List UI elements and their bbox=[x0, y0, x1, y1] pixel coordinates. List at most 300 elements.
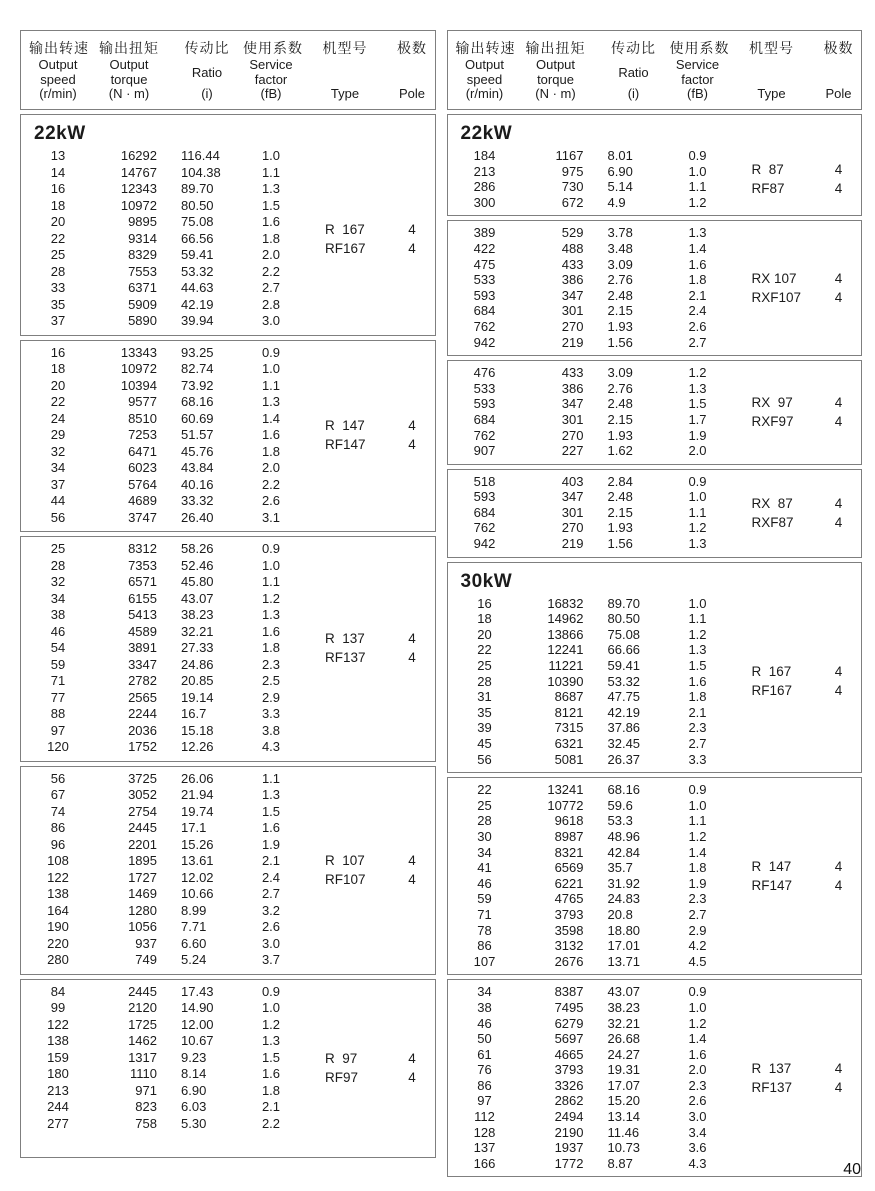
cell-ratio: 17.43 bbox=[181, 983, 214, 999]
cell-fb: 1.1 bbox=[261, 164, 281, 180]
cell-torque: 7315 bbox=[554, 720, 584, 736]
cell-fb: 2.2 bbox=[261, 263, 281, 279]
cell-torque: 3793 bbox=[554, 1062, 584, 1078]
cell-ratio: 10.73 bbox=[607, 1140, 641, 1156]
pole-value: 4 bbox=[408, 852, 416, 868]
cell-fb: 2.0 bbox=[688, 1062, 707, 1078]
cell-speed: 22 bbox=[477, 642, 492, 658]
cell-speed: 88 bbox=[50, 706, 66, 721]
cell-speed: 164 bbox=[47, 902, 69, 918]
cell-speed: 97 bbox=[50, 722, 66, 738]
cell-speed: 907 bbox=[473, 443, 496, 459]
cell-ratio: 59.41 bbox=[181, 247, 214, 262]
column-header-speed: 输出转速 Output speed (r/min) bbox=[455, 40, 516, 101]
cell-ratio: 39.94 bbox=[181, 313, 214, 328]
cell-speed: 277 bbox=[47, 1115, 69, 1131]
cell-speed: 16 bbox=[50, 344, 66, 360]
cell-fb: 1.3 bbox=[688, 536, 707, 552]
cell-torque: 13866 bbox=[547, 626, 584, 642]
cell-torque: 16832 bbox=[547, 595, 584, 611]
cell-speed: 77 bbox=[50, 689, 66, 705]
cell-speed: 122 bbox=[47, 869, 69, 885]
cell-speed: 76 bbox=[477, 1062, 492, 1078]
cell-torque: 9618 bbox=[554, 813, 584, 829]
cell-torque: 7495 bbox=[554, 999, 584, 1015]
cell-torque: 433 bbox=[561, 256, 584, 272]
cell-torque: 8121 bbox=[554, 704, 584, 720]
cell-ratio: 43.84 bbox=[181, 460, 214, 475]
cell-ratio: 1.93 bbox=[607, 520, 633, 536]
cell-torque: 7253 bbox=[128, 427, 157, 442]
cell-fb: 2.9 bbox=[688, 922, 707, 938]
cell-fb: 2.5 bbox=[261, 673, 281, 688]
type-label: RF167 bbox=[325, 240, 366, 256]
pole-value: 4 bbox=[834, 394, 843, 410]
cell-fb: 1.5 bbox=[261, 1049, 281, 1065]
cell-torque: 5697 bbox=[554, 1031, 584, 1047]
section-title: 22kW bbox=[460, 123, 513, 144]
cell-speed: 45 bbox=[477, 736, 492, 751]
cell-ratio: 3.48 bbox=[607, 240, 633, 256]
pole-value: 4 bbox=[834, 1060, 843, 1076]
cell-speed: 32 bbox=[50, 443, 66, 459]
cell-torque: 1752 bbox=[128, 739, 157, 754]
cell-fb: 0.9 bbox=[688, 148, 707, 163]
cell-ratio: 26.06 bbox=[181, 770, 214, 786]
pole-value: 4 bbox=[408, 1050, 416, 1066]
cell-speed: 30 bbox=[477, 828, 492, 844]
column-header-type: 机型号 Type bbox=[322, 40, 368, 101]
cell-fb: 2.3 bbox=[688, 720, 707, 736]
cell-ratio: 38.23 bbox=[607, 999, 641, 1015]
pole-value: 4 bbox=[834, 289, 843, 305]
cell-torque: 6371 bbox=[128, 280, 157, 295]
cell-ratio: 14.90 bbox=[181, 1000, 214, 1015]
cell-ratio: 59.6 bbox=[607, 797, 633, 813]
cell-speed: 476 bbox=[473, 365, 496, 381]
cell-speed: 56 bbox=[50, 770, 66, 786]
cell-torque: 227 bbox=[561, 443, 584, 459]
cell-torque: 6471 bbox=[128, 443, 157, 459]
cell-torque: 10972 bbox=[120, 197, 157, 213]
cell-ratio: 6.60 bbox=[181, 935, 207, 951]
cell-fb: 0.9 bbox=[261, 541, 281, 556]
cell-ratio: 7.71 bbox=[181, 919, 207, 934]
cell-torque: 2676 bbox=[554, 953, 584, 969]
cell-speed: 37 bbox=[50, 313, 66, 328]
cell-fb: 2.0 bbox=[261, 247, 281, 262]
cell-torque: 488 bbox=[561, 240, 584, 256]
cell-fb: 3.4 bbox=[688, 1124, 707, 1140]
cell-fb: 1.5 bbox=[261, 803, 281, 819]
cell-ratio: 37.86 bbox=[607, 720, 641, 736]
cell-torque: 6279 bbox=[554, 1015, 584, 1031]
cell-ratio: 59.41 bbox=[607, 658, 641, 674]
cell-speed: 22 bbox=[50, 230, 66, 246]
cell-fb: 1.0 bbox=[688, 163, 707, 179]
cell-fb: 1.6 bbox=[688, 256, 707, 272]
cell-torque: 2445 bbox=[128, 983, 157, 999]
column-header-pole: 极数 Pole bbox=[397, 40, 427, 101]
cell-ratio: 10.66 bbox=[181, 886, 214, 901]
cell-ratio: 15.26 bbox=[181, 836, 214, 852]
type-label: RX 87 bbox=[751, 495, 793, 511]
cell-fb: 1.1 bbox=[688, 813, 707, 829]
cell-fb: 1.0 bbox=[261, 148, 281, 163]
cell-ratio: 11.46 bbox=[607, 1124, 640, 1140]
cell-ratio: 35.7 bbox=[607, 860, 633, 876]
cell-fb: 1.8 bbox=[688, 689, 707, 705]
cell-ratio: 80.50 bbox=[607, 611, 641, 627]
cell-speed: 25 bbox=[477, 658, 492, 674]
cell-torque: 9895 bbox=[128, 214, 157, 229]
cell-speed: 24 bbox=[50, 410, 66, 426]
cell-fb: 1.6 bbox=[688, 1046, 707, 1062]
cell-torque: 1056 bbox=[128, 919, 157, 934]
cell-speed: 29 bbox=[50, 427, 66, 442]
cell-ratio: 20.8 bbox=[607, 906, 633, 922]
cell-torque: 219 bbox=[561, 536, 584, 552]
cell-ratio: 43.07 bbox=[607, 984, 641, 1000]
pole-value: 4 bbox=[408, 418, 416, 434]
cell-ratio: 42.19 bbox=[181, 296, 214, 312]
cell-torque: 5890 bbox=[128, 313, 157, 328]
type-label: R 137 bbox=[325, 631, 365, 647]
cell-fb: 2.2 bbox=[261, 476, 281, 492]
table-header bbox=[20, 30, 436, 110]
cell-fb: 1.2 bbox=[688, 520, 707, 536]
cell-fb: 2.7 bbox=[261, 280, 281, 295]
cell-speed: 22 bbox=[50, 394, 66, 409]
cell-ratio: 53.32 bbox=[181, 263, 214, 279]
cell-torque: 13241 bbox=[547, 782, 584, 798]
cell-fb: 2.2 bbox=[261, 1115, 281, 1131]
cell-torque: 301 bbox=[561, 504, 584, 520]
cell-fb: 3.3 bbox=[261, 706, 281, 721]
cell-fb: 3.0 bbox=[688, 1109, 707, 1125]
cell-fb: 1.9 bbox=[688, 875, 707, 891]
pole-value: 4 bbox=[408, 631, 416, 647]
cell-fb: 1.4 bbox=[688, 844, 707, 860]
cell-torque: 7353 bbox=[128, 557, 157, 573]
pole-value: 4 bbox=[834, 413, 843, 429]
cell-fb: 2.7 bbox=[688, 906, 707, 922]
cell-torque: 6321 bbox=[554, 736, 584, 751]
cell-speed: 684 bbox=[473, 411, 496, 427]
cell-fb: 1.0 bbox=[688, 999, 707, 1015]
cell-torque: 4765 bbox=[554, 891, 584, 907]
cell-speed: 138 bbox=[47, 1033, 69, 1048]
cell-ratio: 10.67 bbox=[181, 1033, 214, 1048]
spec-block bbox=[20, 114, 436, 336]
cell-ratio: 2.15 bbox=[607, 504, 633, 520]
cell-torque: 9577 bbox=[128, 394, 157, 409]
cell-ratio: 17.07 bbox=[607, 1077, 641, 1093]
cell-ratio: 31.92 bbox=[607, 875, 641, 891]
cell-torque: 1110 bbox=[130, 1066, 157, 1081]
cell-fb: 1.2 bbox=[261, 1016, 281, 1032]
cell-fb: 1.8 bbox=[261, 230, 281, 246]
pole-value: 4 bbox=[408, 437, 416, 453]
cell-speed: 184 bbox=[473, 148, 496, 163]
cell-speed: 50 bbox=[477, 1031, 492, 1047]
cell-ratio: 75.08 bbox=[181, 214, 214, 229]
cell-ratio: 26.68 bbox=[607, 1031, 641, 1047]
type-label: R 147 bbox=[325, 418, 365, 434]
cell-ratio: 6.90 bbox=[607, 163, 633, 179]
cell-ratio: 1.62 bbox=[607, 443, 633, 459]
cell-fb: 1.8 bbox=[261, 1082, 281, 1098]
cell-speed: 54 bbox=[50, 640, 66, 655]
cell-torque: 301 bbox=[561, 303, 584, 319]
cell-ratio: 12.00 bbox=[181, 1016, 214, 1032]
cell-torque: 11221 bbox=[548, 658, 584, 674]
pole-value: 4 bbox=[408, 650, 416, 666]
cell-torque: 823 bbox=[135, 1099, 157, 1114]
cell-fb: 1.5 bbox=[261, 197, 281, 213]
cell-speed: 942 bbox=[473, 536, 496, 552]
cell-torque: 8387 bbox=[554, 984, 584, 1000]
cell-torque: 9314 bbox=[128, 230, 157, 246]
spec-block bbox=[447, 114, 863, 216]
pole-value: 4 bbox=[834, 1079, 843, 1095]
cell-speed: 99 bbox=[50, 1000, 66, 1015]
type-label: RF147 bbox=[751, 877, 793, 893]
cell-fb: 2.1 bbox=[688, 287, 707, 303]
column-header-ratio: 传动比 Ratio (i) bbox=[611, 40, 656, 101]
cell-speed: 38 bbox=[477, 999, 492, 1015]
cell-ratio: 44.63 bbox=[181, 280, 214, 295]
cell-speed: 300 bbox=[473, 194, 496, 210]
type-label: R 97 bbox=[325, 1050, 358, 1066]
cell-torque: 730 bbox=[561, 179, 584, 195]
cell-speed: 244 bbox=[47, 1099, 69, 1114]
cell-torque: 5081 bbox=[554, 751, 584, 767]
cell-ratio: 2.48 bbox=[607, 287, 633, 303]
pole-value: 4 bbox=[834, 514, 843, 530]
column-header-speed: 输出转速 Output speed (r/min) bbox=[29, 40, 89, 101]
cell-torque: 6569 bbox=[554, 860, 584, 876]
cell-fb: 1.6 bbox=[261, 427, 281, 442]
cell-fb: 1.3 bbox=[261, 787, 281, 802]
cell-ratio: 8.14 bbox=[181, 1066, 207, 1081]
cell-ratio: 2.48 bbox=[607, 396, 633, 412]
column-header-torque: 输出扭矩 Output torque (N · m) bbox=[525, 40, 586, 101]
cell-fb: 1.1 bbox=[688, 504, 707, 520]
cell-torque: 758 bbox=[135, 1115, 157, 1131]
cell-speed: 213 bbox=[47, 1082, 69, 1098]
cell-fb: 1.5 bbox=[688, 396, 707, 412]
cell-fb: 1.1 bbox=[261, 574, 281, 589]
cell-fb: 2.8 bbox=[261, 296, 281, 312]
cell-speed: 74 bbox=[50, 803, 66, 819]
cell-torque: 2782 bbox=[128, 673, 157, 688]
cell-fb: 3.1 bbox=[261, 509, 281, 525]
cell-torque: 347 bbox=[561, 489, 584, 505]
cell-ratio: 2.84 bbox=[607, 473, 633, 489]
cell-fb: 2.6 bbox=[688, 1093, 707, 1109]
cell-speed: 762 bbox=[473, 520, 496, 536]
cell-speed: 39 bbox=[477, 720, 492, 736]
cell-torque: 529 bbox=[561, 225, 584, 241]
cell-torque: 2445 bbox=[128, 820, 157, 835]
pole-value: 4 bbox=[408, 1069, 416, 1085]
cell-speed: 166 bbox=[473, 1155, 496, 1171]
pole-value: 4 bbox=[834, 683, 843, 699]
cell-torque: 6571 bbox=[128, 574, 157, 589]
type-label: R 167 bbox=[325, 221, 365, 237]
cell-fb: 1.6 bbox=[688, 673, 707, 689]
cell-fb: 2.7 bbox=[261, 886, 281, 901]
cell-speed: 159 bbox=[47, 1049, 69, 1065]
cell-ratio: 15.20 bbox=[607, 1093, 641, 1109]
cell-ratio: 13.71 bbox=[607, 953, 641, 969]
cell-ratio: 8.87 bbox=[607, 1155, 633, 1171]
cell-speed: 25 bbox=[50, 247, 66, 262]
cell-speed: 533 bbox=[473, 272, 496, 288]
cell-torque: 3725 bbox=[128, 770, 157, 786]
cell-torque: 3347 bbox=[128, 656, 157, 672]
cell-torque: 386 bbox=[561, 380, 584, 396]
cell-fb: 1.3 bbox=[261, 1033, 281, 1048]
cell-torque: 1167 bbox=[555, 148, 584, 163]
cell-speed: 286 bbox=[473, 179, 496, 195]
cell-torque: 2565 bbox=[128, 689, 157, 705]
cell-speed: 16 bbox=[477, 595, 492, 611]
pole-value: 4 bbox=[408, 221, 416, 237]
cell-ratio: 68.16 bbox=[607, 782, 641, 798]
cell-ratio: 8.01 bbox=[607, 148, 633, 163]
pole-value: 4 bbox=[834, 858, 843, 874]
cell-ratio: 53.3 bbox=[607, 813, 633, 829]
cell-ratio: 15.18 bbox=[181, 722, 214, 738]
cell-torque: 1280 bbox=[128, 902, 157, 918]
cell-fb: 1.0 bbox=[261, 1000, 281, 1015]
cell-ratio: 1.56 bbox=[607, 334, 633, 350]
cell-torque: 2754 bbox=[128, 803, 157, 819]
cell-ratio: 26.40 bbox=[181, 509, 214, 525]
cell-torque: 1317 bbox=[128, 1049, 157, 1065]
cell-fb: 3.8 bbox=[261, 722, 281, 738]
cell-speed: 684 bbox=[473, 303, 496, 319]
cell-torque: 10772 bbox=[547, 797, 584, 813]
cell-ratio: 40.16 bbox=[181, 476, 214, 492]
table-header bbox=[447, 30, 863, 110]
cell-speed: 122 bbox=[47, 1016, 69, 1032]
cell-ratio: 51.57 bbox=[181, 427, 214, 442]
cell-ratio: 38.23 bbox=[181, 607, 214, 622]
spec-block bbox=[447, 562, 863, 774]
cell-fb: 3.7 bbox=[261, 952, 281, 967]
cell-fb: 1.1 bbox=[688, 179, 707, 195]
cell-fb: 4.2 bbox=[688, 938, 707, 954]
cell-speed: 20 bbox=[50, 214, 66, 229]
cell-ratio: 68.16 bbox=[181, 394, 214, 409]
cell-torque: 3793 bbox=[554, 906, 584, 922]
cell-fb: 2.7 bbox=[688, 736, 707, 751]
cell-speed: 32 bbox=[50, 574, 66, 589]
cell-speed: 28 bbox=[477, 673, 492, 689]
cell-ratio: 58.26 bbox=[181, 541, 214, 556]
cell-speed: 389 bbox=[473, 225, 496, 241]
cell-fb: 1.2 bbox=[688, 1015, 707, 1031]
cell-fb: 1.8 bbox=[261, 640, 281, 655]
type-label: RXF87 bbox=[751, 514, 794, 530]
cell-torque: 10390 bbox=[547, 673, 584, 689]
spec-block bbox=[20, 536, 436, 762]
cell-ratio: 66.66 bbox=[607, 642, 641, 658]
cell-ratio: 20.85 bbox=[181, 673, 214, 688]
spec-block bbox=[20, 340, 436, 533]
cell-ratio: 89.70 bbox=[607, 595, 641, 611]
cell-fb: 1.0 bbox=[688, 595, 707, 611]
cell-fb: 0.9 bbox=[261, 344, 281, 360]
cell-speed: 475 bbox=[473, 256, 496, 272]
cell-torque: 219 bbox=[561, 334, 584, 350]
cell-speed: 28 bbox=[477, 813, 492, 829]
cell-torque: 3052 bbox=[128, 787, 157, 802]
cell-speed: 84 bbox=[50, 983, 66, 999]
cell-torque: 13343 bbox=[120, 344, 157, 360]
cell-fb: 2.0 bbox=[688, 443, 707, 459]
cell-torque: 4665 bbox=[554, 1046, 584, 1062]
cell-speed: 25 bbox=[50, 541, 66, 556]
cell-ratio: 17.1 bbox=[181, 820, 207, 835]
cell-torque: 2120 bbox=[128, 1000, 157, 1015]
cell-speed: 533 bbox=[473, 380, 496, 396]
cell-fb: 1.6 bbox=[261, 1066, 281, 1081]
cell-speed: 16 bbox=[50, 181, 66, 196]
cell-fb: 1.0 bbox=[688, 797, 707, 813]
cell-ratio: 1.56 bbox=[607, 536, 633, 552]
cell-speed: 138 bbox=[47, 886, 69, 901]
cell-ratio: 73.92 bbox=[181, 377, 214, 393]
cell-torque: 16292 bbox=[120, 148, 157, 163]
cell-fb: 1.3 bbox=[688, 642, 707, 658]
cell-ratio: 82.74 bbox=[181, 361, 214, 376]
cell-speed: 22 bbox=[477, 782, 492, 798]
cell-speed: 78 bbox=[477, 922, 492, 938]
cell-speed: 14 bbox=[50, 164, 66, 180]
cell-ratio: 32.21 bbox=[181, 623, 214, 639]
column-header-service_factor: 使用系数 Service factor (fB) bbox=[669, 40, 730, 101]
type-label: RF97 bbox=[325, 1069, 359, 1085]
cell-fb: 3.6 bbox=[688, 1140, 707, 1156]
cell-fb: 2.1 bbox=[688, 704, 707, 720]
cell-fb: 1.6 bbox=[261, 820, 281, 835]
cell-fb: 0.9 bbox=[688, 984, 707, 1000]
cell-speed: 28 bbox=[50, 263, 66, 279]
type-label: RF137 bbox=[751, 1079, 793, 1095]
cell-torque: 6221 bbox=[554, 875, 584, 891]
cell-ratio: 18.80 bbox=[607, 922, 641, 938]
cell-torque: 8321 bbox=[554, 844, 584, 860]
cell-ratio: 5.14 bbox=[607, 179, 633, 195]
cell-ratio: 1.93 bbox=[607, 318, 633, 334]
cell-fb: 3.2 bbox=[261, 902, 281, 918]
cell-ratio: 43.07 bbox=[181, 590, 214, 606]
cell-speed: 96 bbox=[50, 836, 66, 852]
cell-speed: 180 bbox=[47, 1066, 69, 1081]
cell-torque: 2201 bbox=[128, 836, 157, 852]
cell-fb: 1.1 bbox=[261, 770, 281, 786]
cell-ratio: 17.01 bbox=[607, 938, 641, 954]
cell-speed: 107 bbox=[473, 953, 496, 969]
cell-fb: 2.3 bbox=[261, 656, 281, 672]
cell-fb: 1.1 bbox=[261, 377, 281, 393]
cell-speed: 56 bbox=[50, 509, 66, 525]
cell-fb: 1.3 bbox=[688, 225, 707, 241]
